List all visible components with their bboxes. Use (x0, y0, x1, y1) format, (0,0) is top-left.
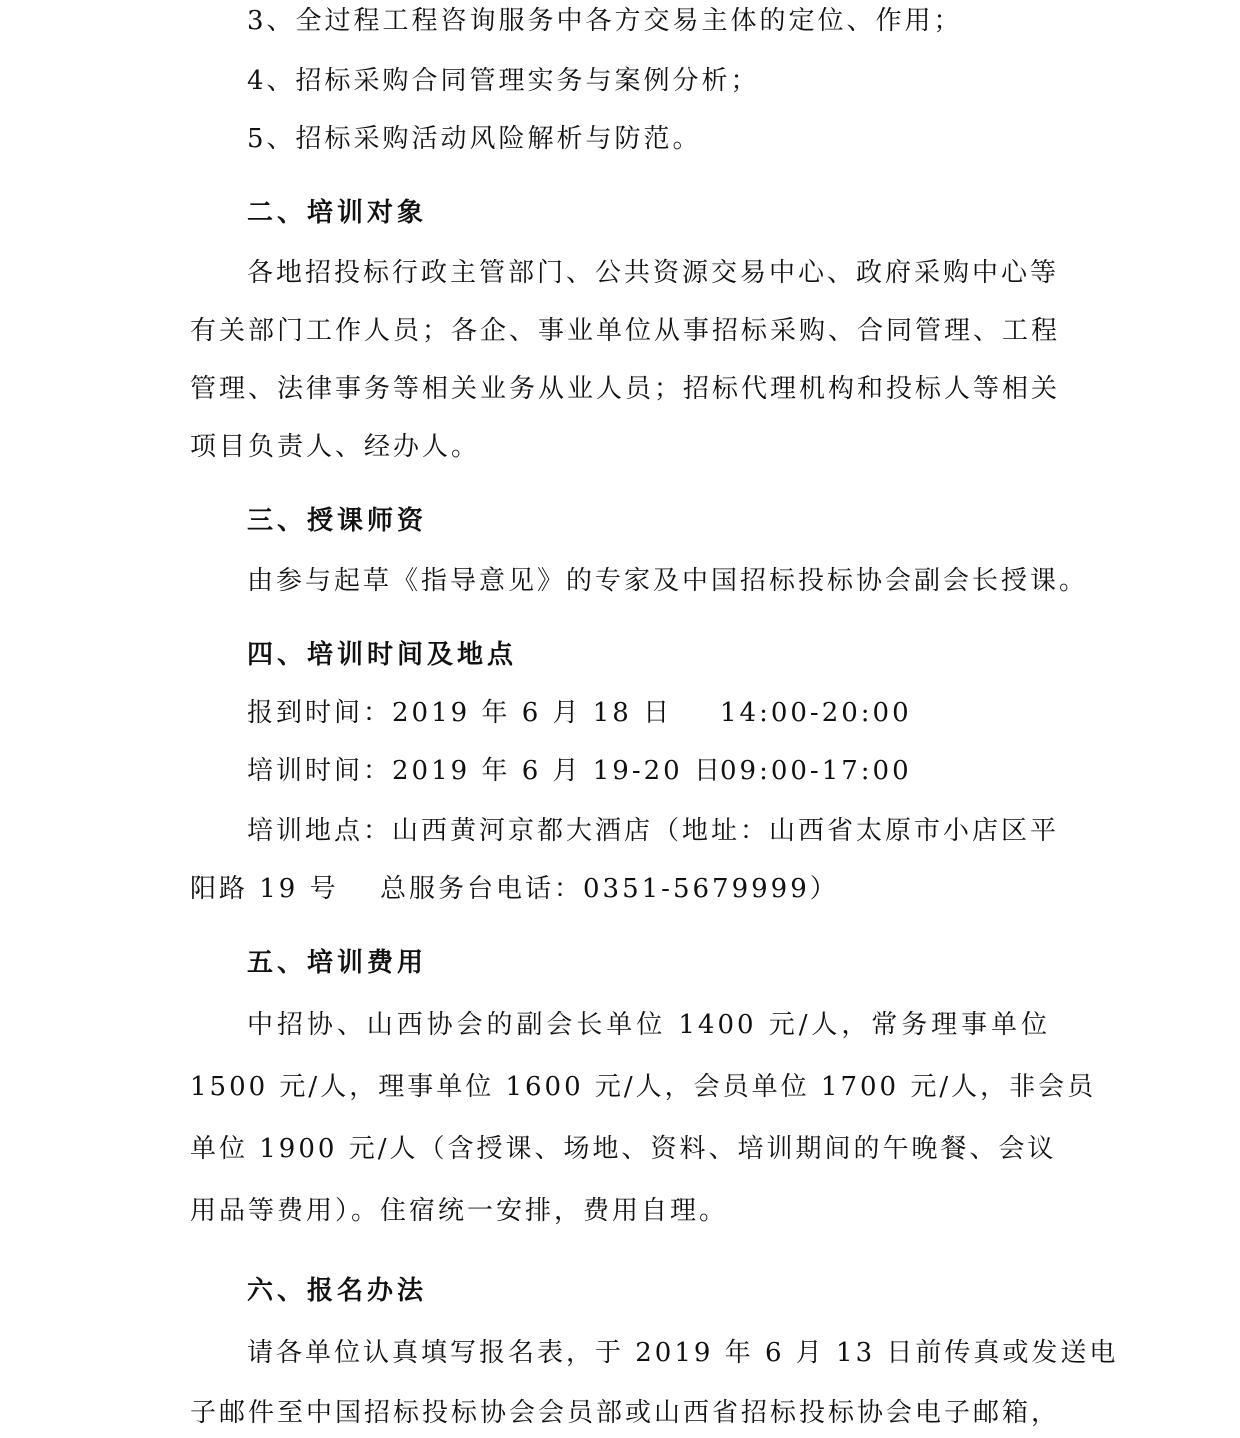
section-heading-instructors: 三、授课师资 (247, 506, 428, 536)
training-time-row (247, 754, 1050, 788)
list-item-3: 3、全过程工程咨询服务中各方交易主体的定位、作用； (247, 6, 963, 36)
training-time-label: 培训时间：2019 年 6 月 19-20 日 (247, 756, 723, 786)
checkin-time-row (247, 696, 1050, 730)
registration-paragraph-line: 子邮件至中国招标投标协会会员部或山西省招标投标协会电子邮箱， (190, 1398, 1061, 1428)
audience-paragraph-line: 有关部门工作人员；各企、事业单位从事招标采购、合同管理、工程 (190, 316, 1061, 346)
venue-phone: 总服务台电话：0351-5679999） (380, 874, 839, 904)
audience-paragraph-line: 管理、法律事务等相关业务从业人员；招标代理机构和投标人等相关 (190, 374, 1061, 404)
fees-paragraph-line: 用品等费用）。住宿统一安排，费用自理。 (190, 1196, 729, 1226)
audience-paragraph-line: 各地招投标行政主管部门、公共资源交易中心、政府采购中心等 (247, 258, 1060, 288)
registration-paragraph-line: 请各单位认真填写报名表，于 2019 年 6 月 13 日前传真或发送电 (247, 1338, 1119, 1368)
fees-paragraph-line: 单位 1900 元/人（含授课、场地、资料、培训期间的午晚餐、会议 (190, 1134, 1057, 1164)
checkin-time-hours: 14:00-20:00 (720, 698, 912, 728)
list-item-5: 5、招标采购活动风险解析与防范。 (247, 124, 702, 154)
section-heading-fees: 五、培训费用 (247, 948, 428, 978)
venue-address-end: 阳路 19 号 (190, 874, 339, 904)
checkin-time-label: 报到时间：2019 年 6 月 18 日 (247, 698, 673, 728)
section-heading-time-place: 四、培训时间及地点 (247, 640, 518, 670)
fees-paragraph-line: 1500 元/人，理事单位 1600 元/人，会员单位 1700 元/人，非会员 (190, 1072, 1097, 1102)
venue-line: 培训地点：山西黄河京都大酒店（地址：山西省太原市小店区平 (247, 816, 1060, 846)
section-heading-audience: 二、培训对象 (247, 198, 428, 228)
section-heading-registration: 六、报名办法 (247, 1276, 428, 1306)
training-time-hours: 09:00-17:00 (720, 756, 912, 786)
instructors-paragraph: 由参与起草《指导意见》的专家及中国招标投标协会副会长授课。 (247, 566, 1089, 596)
audience-paragraph-line: 项目负责人、经办人。 (190, 432, 481, 462)
list-item-4: 4、招标采购合同管理实务与案例分析； (247, 66, 760, 96)
fees-paragraph-line: 中招协、山西协会的副会长单位 1400 元/人，常务理事单位 (247, 1010, 1050, 1040)
venue-line-2 (190, 872, 1050, 906)
